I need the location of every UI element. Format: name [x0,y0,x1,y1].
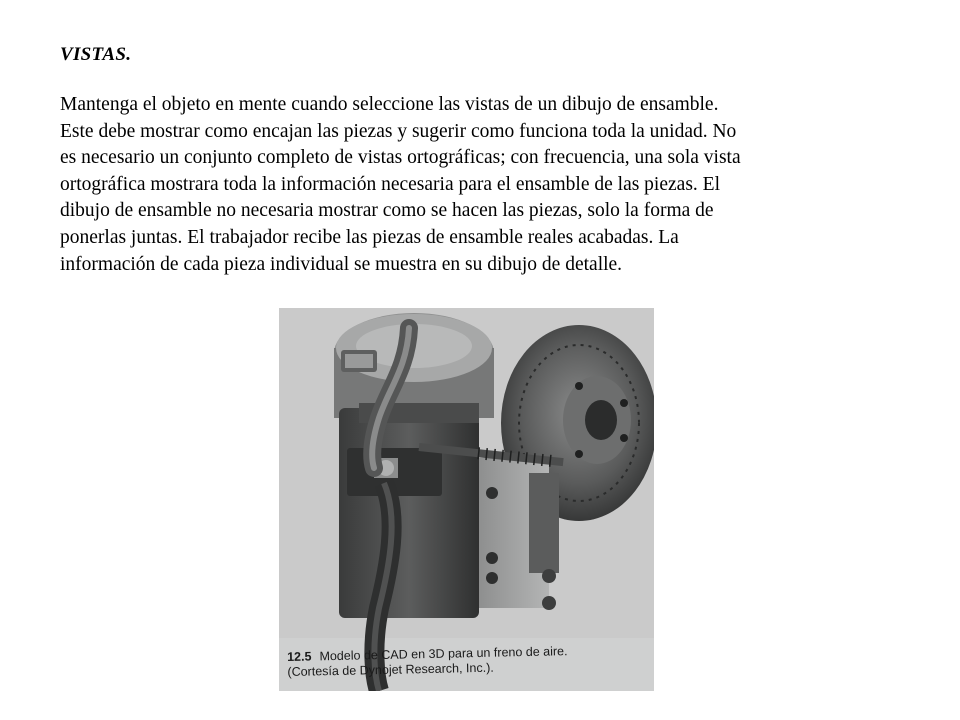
figure-air-brake-photo [279,308,654,691]
paragraph-line: ponerlas juntas. El trabajador recibe las piezas de ensamble reales acabadas. La [60,226,679,248]
paragraph-line: información de cada pieza individual se muestra en su dibujo de detalle. [60,253,623,275]
paragraph-line: ortográfica mostrara toda la información necesaria para el ensamble de las piezas. El [60,173,720,195]
caption-line-2: (Cortesía de Dynojet Research, Inc.). [287,660,494,679]
caliper-body [339,408,479,618]
paragraph-line: Mantenga el objeto en mente cuando seleccione las vistas de un dibujo de ensamble. [60,94,719,115]
paragraph-line: es necesario un conjunto completo de vistas ortográficas; con frecuencia, una sola vista [60,147,741,169]
page-title: VISTAS. [60,44,132,65]
caption-line-1: Modelo de CAD en 3D para un freno de aire. [319,644,568,664]
paragraph-line: Este debe mostrar como encajan las piezas y sugerir como funciona toda la unidad. No [60,120,737,142]
air-brake-cad-illustration [279,308,654,691]
paragraph-line: dibujo de ensamble no necesaria mostrar como se hacen las piezas, solo la forma de [60,200,714,222]
figure-number: 12.5 [287,649,312,664]
body-paragraph [60,92,910,278]
